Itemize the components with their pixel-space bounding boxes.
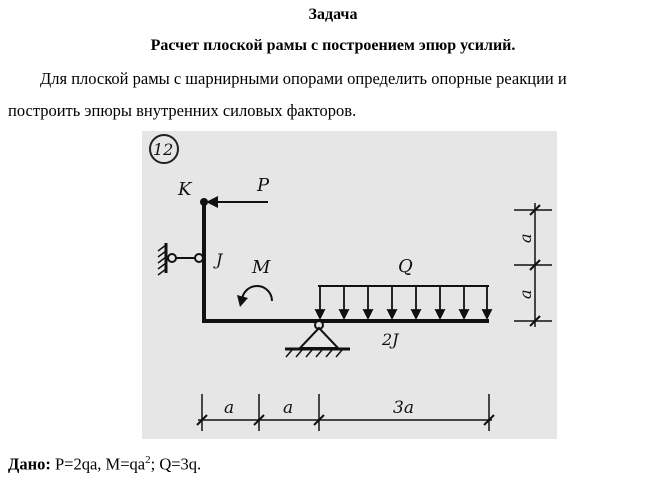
load-q-label: Q	[398, 256, 413, 277]
moment-m-label: M	[252, 257, 271, 278]
given-force-p: P=2qa,	[54, 454, 102, 474]
given-values	[8, 454, 666, 475]
dim-right-top-label: a	[516, 233, 535, 243]
stiffness-2j-label: 2J	[382, 330, 399, 349]
force-p-label: P	[257, 175, 270, 196]
frame-diagram	[142, 131, 557, 439]
stiffness-j-label: J	[216, 250, 223, 269]
document-title: Задача	[308, 6, 358, 23]
document-subtitle: Расчет плоской рамы с построением эпюр усилий.	[150, 37, 516, 54]
given-load-q: ; Q=3q.	[150, 454, 202, 474]
given-label: Дано:	[8, 454, 51, 474]
left-support-hinge-1	[168, 254, 176, 262]
problem-number: 12	[153, 140, 174, 159]
left-support-hinge-2	[195, 254, 203, 262]
dim-bottom-3-label: 3a	[393, 398, 414, 418]
dim-bottom-2-label: a	[283, 398, 294, 418]
node-k-label: K	[178, 179, 192, 200]
dim-bottom-1-label: a	[224, 398, 235, 418]
task-paragraph-line-2: построить эпюры внутренних силовых факторов.	[8, 101, 357, 120]
dim-right-bottom-label: a	[516, 289, 535, 299]
task-paragraph-line-1: Для плоской рамы с шарнирными опорами определить опорные реакции и	[40, 69, 567, 88]
given-moment-m: M=qa	[105, 454, 146, 474]
given-moment-exponent: 2	[145, 454, 151, 466]
